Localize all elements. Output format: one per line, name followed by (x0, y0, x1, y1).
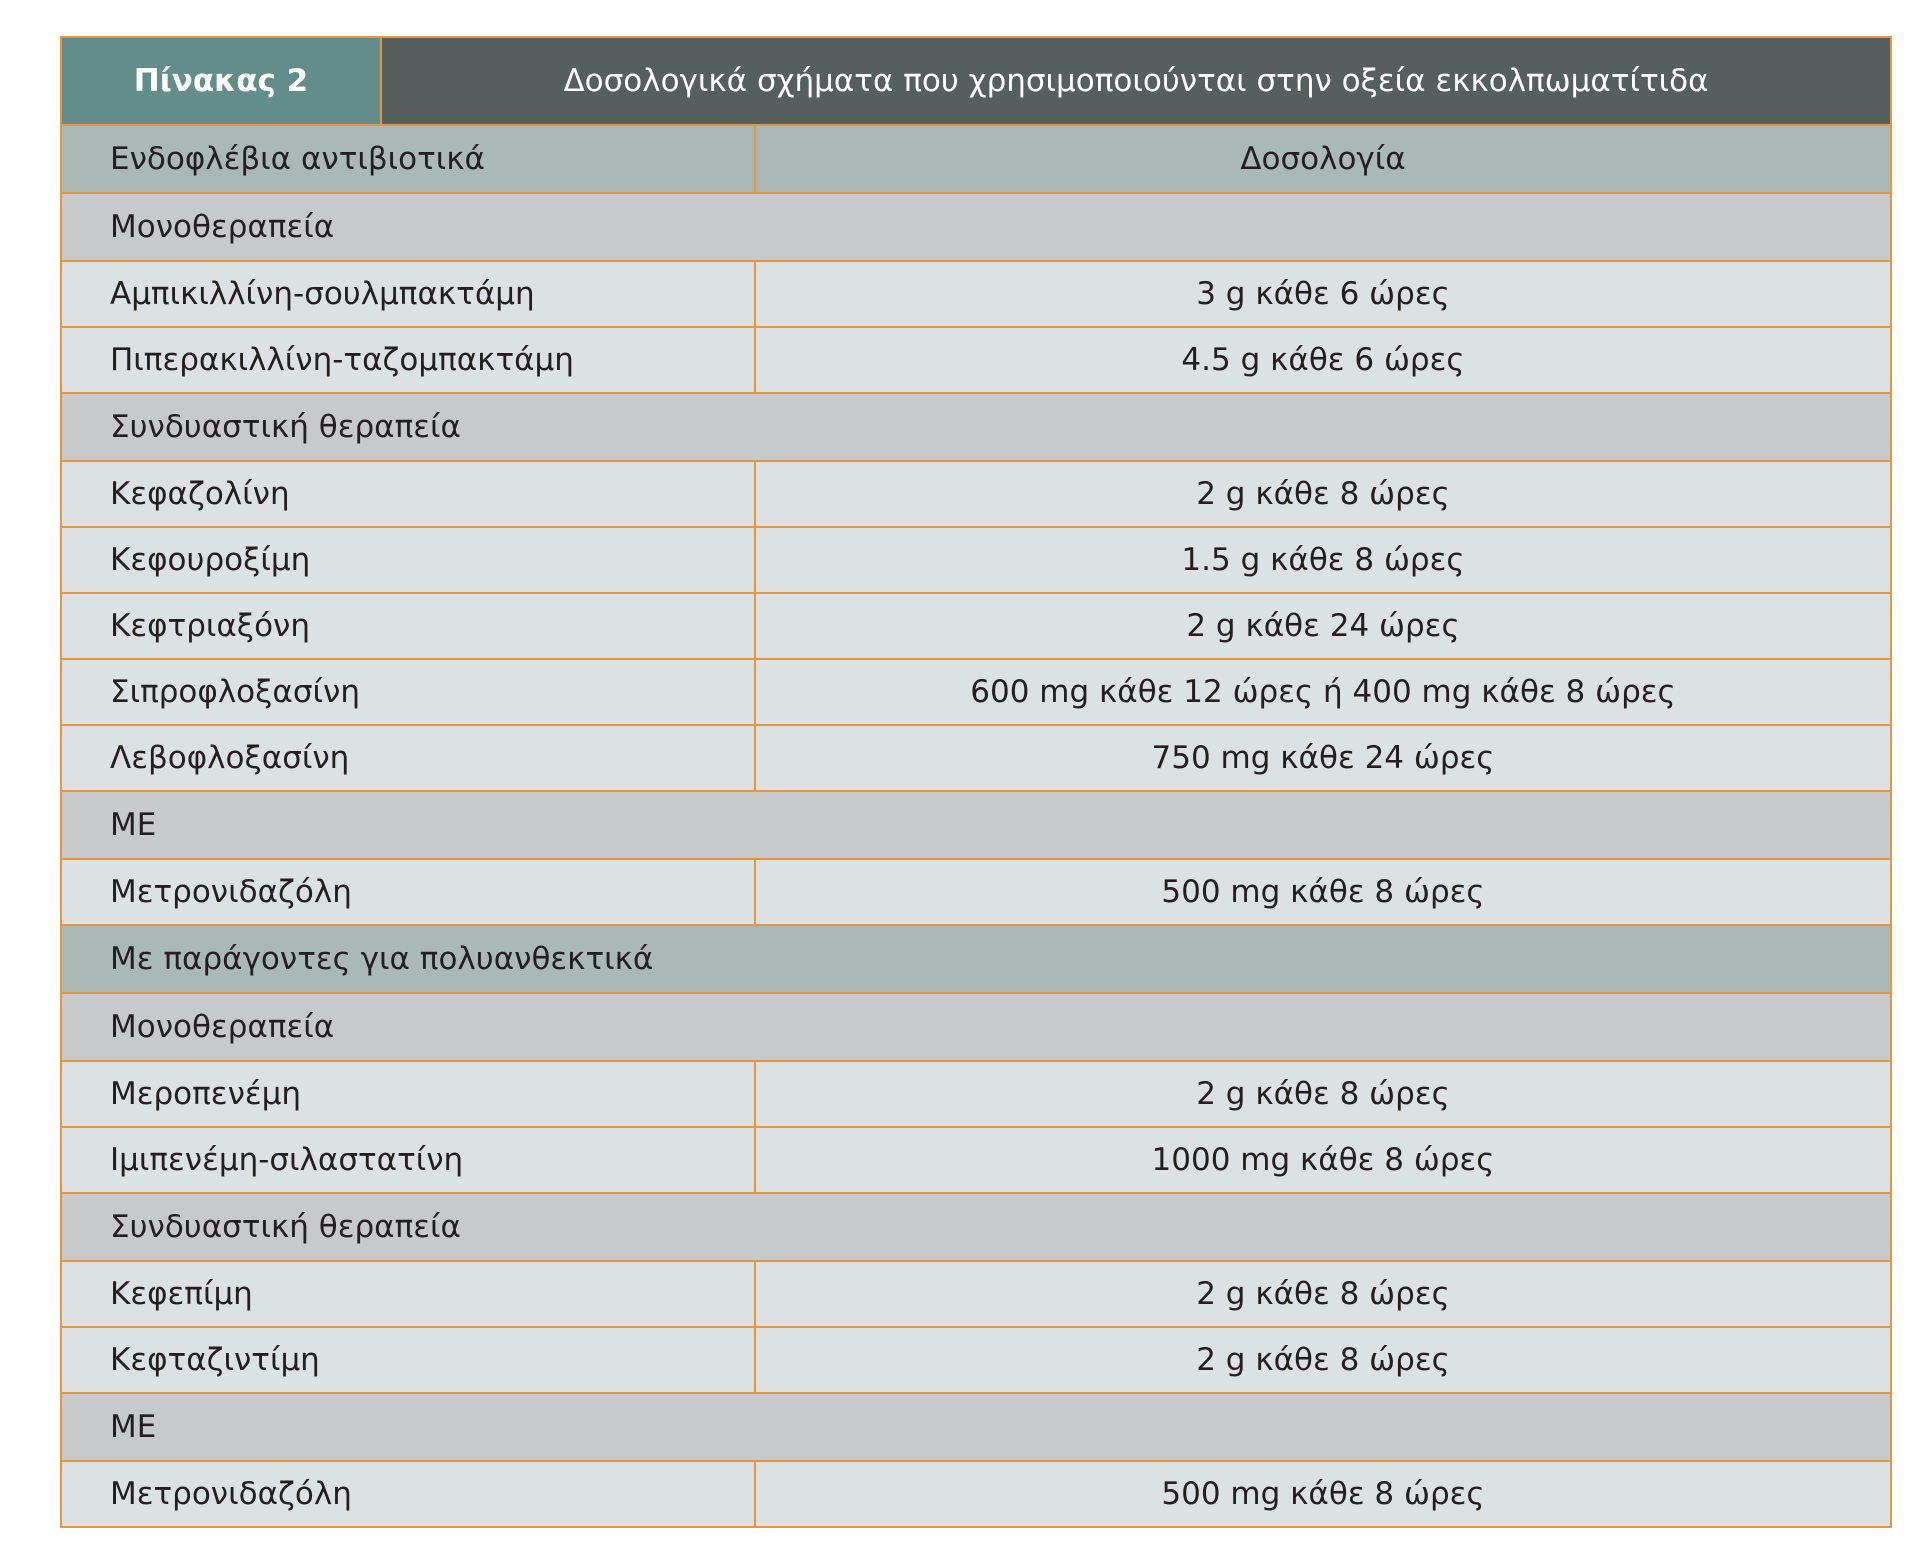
drug-cell: Πιπερακιλλίνη-ταζομπακτάμη (61, 327, 755, 393)
section-row (61, 1393, 1891, 1461)
table-label: Πίνακας 2 (62, 38, 382, 124)
table-row (61, 859, 1891, 925)
drug-cell: Μεροπενέμη (61, 1061, 755, 1127)
drug-cell: Κεφεπίμη (61, 1261, 755, 1327)
table-row (61, 461, 1891, 527)
table-row (61, 1327, 1891, 1393)
dose-cell: 3 g κάθε 6 ώρες (755, 261, 1891, 327)
header-drug: Ενδοφλέβια αντιβιοτικά (61, 125, 755, 193)
table-title: Δοσολογικά σχήματα που χρησιμοποιούνται στην οξεία εκκολπωματίτιδα (382, 38, 1890, 124)
section-with: ΜΕ (61, 1393, 1891, 1461)
drug-cell: Μετρονιδαζόλη (61, 859, 755, 925)
section-monotherapy: Μονοθεραπεία (61, 193, 1891, 261)
table-row (61, 327, 1891, 393)
dosage-table (60, 36, 1892, 1528)
drug-cell: Σιπροφλοξασίνη (61, 659, 755, 725)
dose-cell: 4.5 g κάθε 6 ώρες (755, 327, 1891, 393)
table-row (61, 1261, 1891, 1327)
dose-cell: 750 mg κάθε 24 ώρες (755, 725, 1891, 791)
drug-cell: Ιμιπενέμη-σιλαστατίνη (61, 1127, 755, 1193)
drug-cell: Κεφαζολίνη (61, 461, 755, 527)
dose-cell: 2 g κάθε 8 ώρες (755, 1261, 1891, 1327)
section-row (61, 791, 1891, 859)
table-row (61, 659, 1891, 725)
drug-cell: Κεφτριαξόνη (61, 593, 755, 659)
table-row (61, 527, 1891, 593)
table-title-bar (60, 36, 1892, 124)
header-row (61, 125, 1891, 193)
section-row (61, 393, 1891, 461)
drug-cell: Αμπικιλλίνη-σουλμπακτάμη (61, 261, 755, 327)
dose-cell: 2 g κάθε 24 ώρες (755, 593, 1891, 659)
drug-cell: Κεφταζιντίμη (61, 1327, 755, 1393)
table-row (61, 593, 1891, 659)
dose-cell: 2 g κάθε 8 ώρες (755, 461, 1891, 527)
table-row (61, 1061, 1891, 1127)
section-row (61, 993, 1891, 1061)
table-row (61, 1461, 1891, 1527)
section-combination: Συνδυαστική θεραπεία (61, 1193, 1891, 1261)
header-dose: Δοσολογία (755, 125, 1891, 193)
dose-cell: 500 mg κάθε 8 ώρες (755, 1461, 1891, 1527)
dose-cell: 500 mg κάθε 8 ώρες (755, 859, 1891, 925)
section-row (61, 1193, 1891, 1261)
table-row (61, 725, 1891, 791)
section-row (61, 193, 1891, 261)
group-multidrug-resistant: Με παράγοντες για πολυανθεκτικά (61, 925, 1891, 993)
dose-cell: 2 g κάθε 8 ώρες (755, 1327, 1891, 1393)
dose-cell: 1.5 g κάθε 8 ώρες (755, 527, 1891, 593)
drug-cell: Μετρονιδαζόλη (61, 1461, 755, 1527)
group-row (61, 925, 1891, 993)
dose-cell: 600 mg κάθε 12 ώρες ή 400 mg κάθε 8 ώρες (755, 659, 1891, 725)
dose-cell: 2 g κάθε 8 ώρες (755, 1061, 1891, 1127)
dosage-grid (60, 124, 1892, 1528)
section-combination: Συνδυαστική θεραπεία (61, 393, 1891, 461)
table-row (61, 261, 1891, 327)
drug-cell: Κεφουροξίμη (61, 527, 755, 593)
section-with: ΜΕ (61, 791, 1891, 859)
dose-cell: 1000 mg κάθε 8 ώρες (755, 1127, 1891, 1193)
section-monotherapy: Μονοθεραπεία (61, 993, 1891, 1061)
drug-cell: Λεβοφλοξασίνη (61, 725, 755, 791)
table-row (61, 1127, 1891, 1193)
